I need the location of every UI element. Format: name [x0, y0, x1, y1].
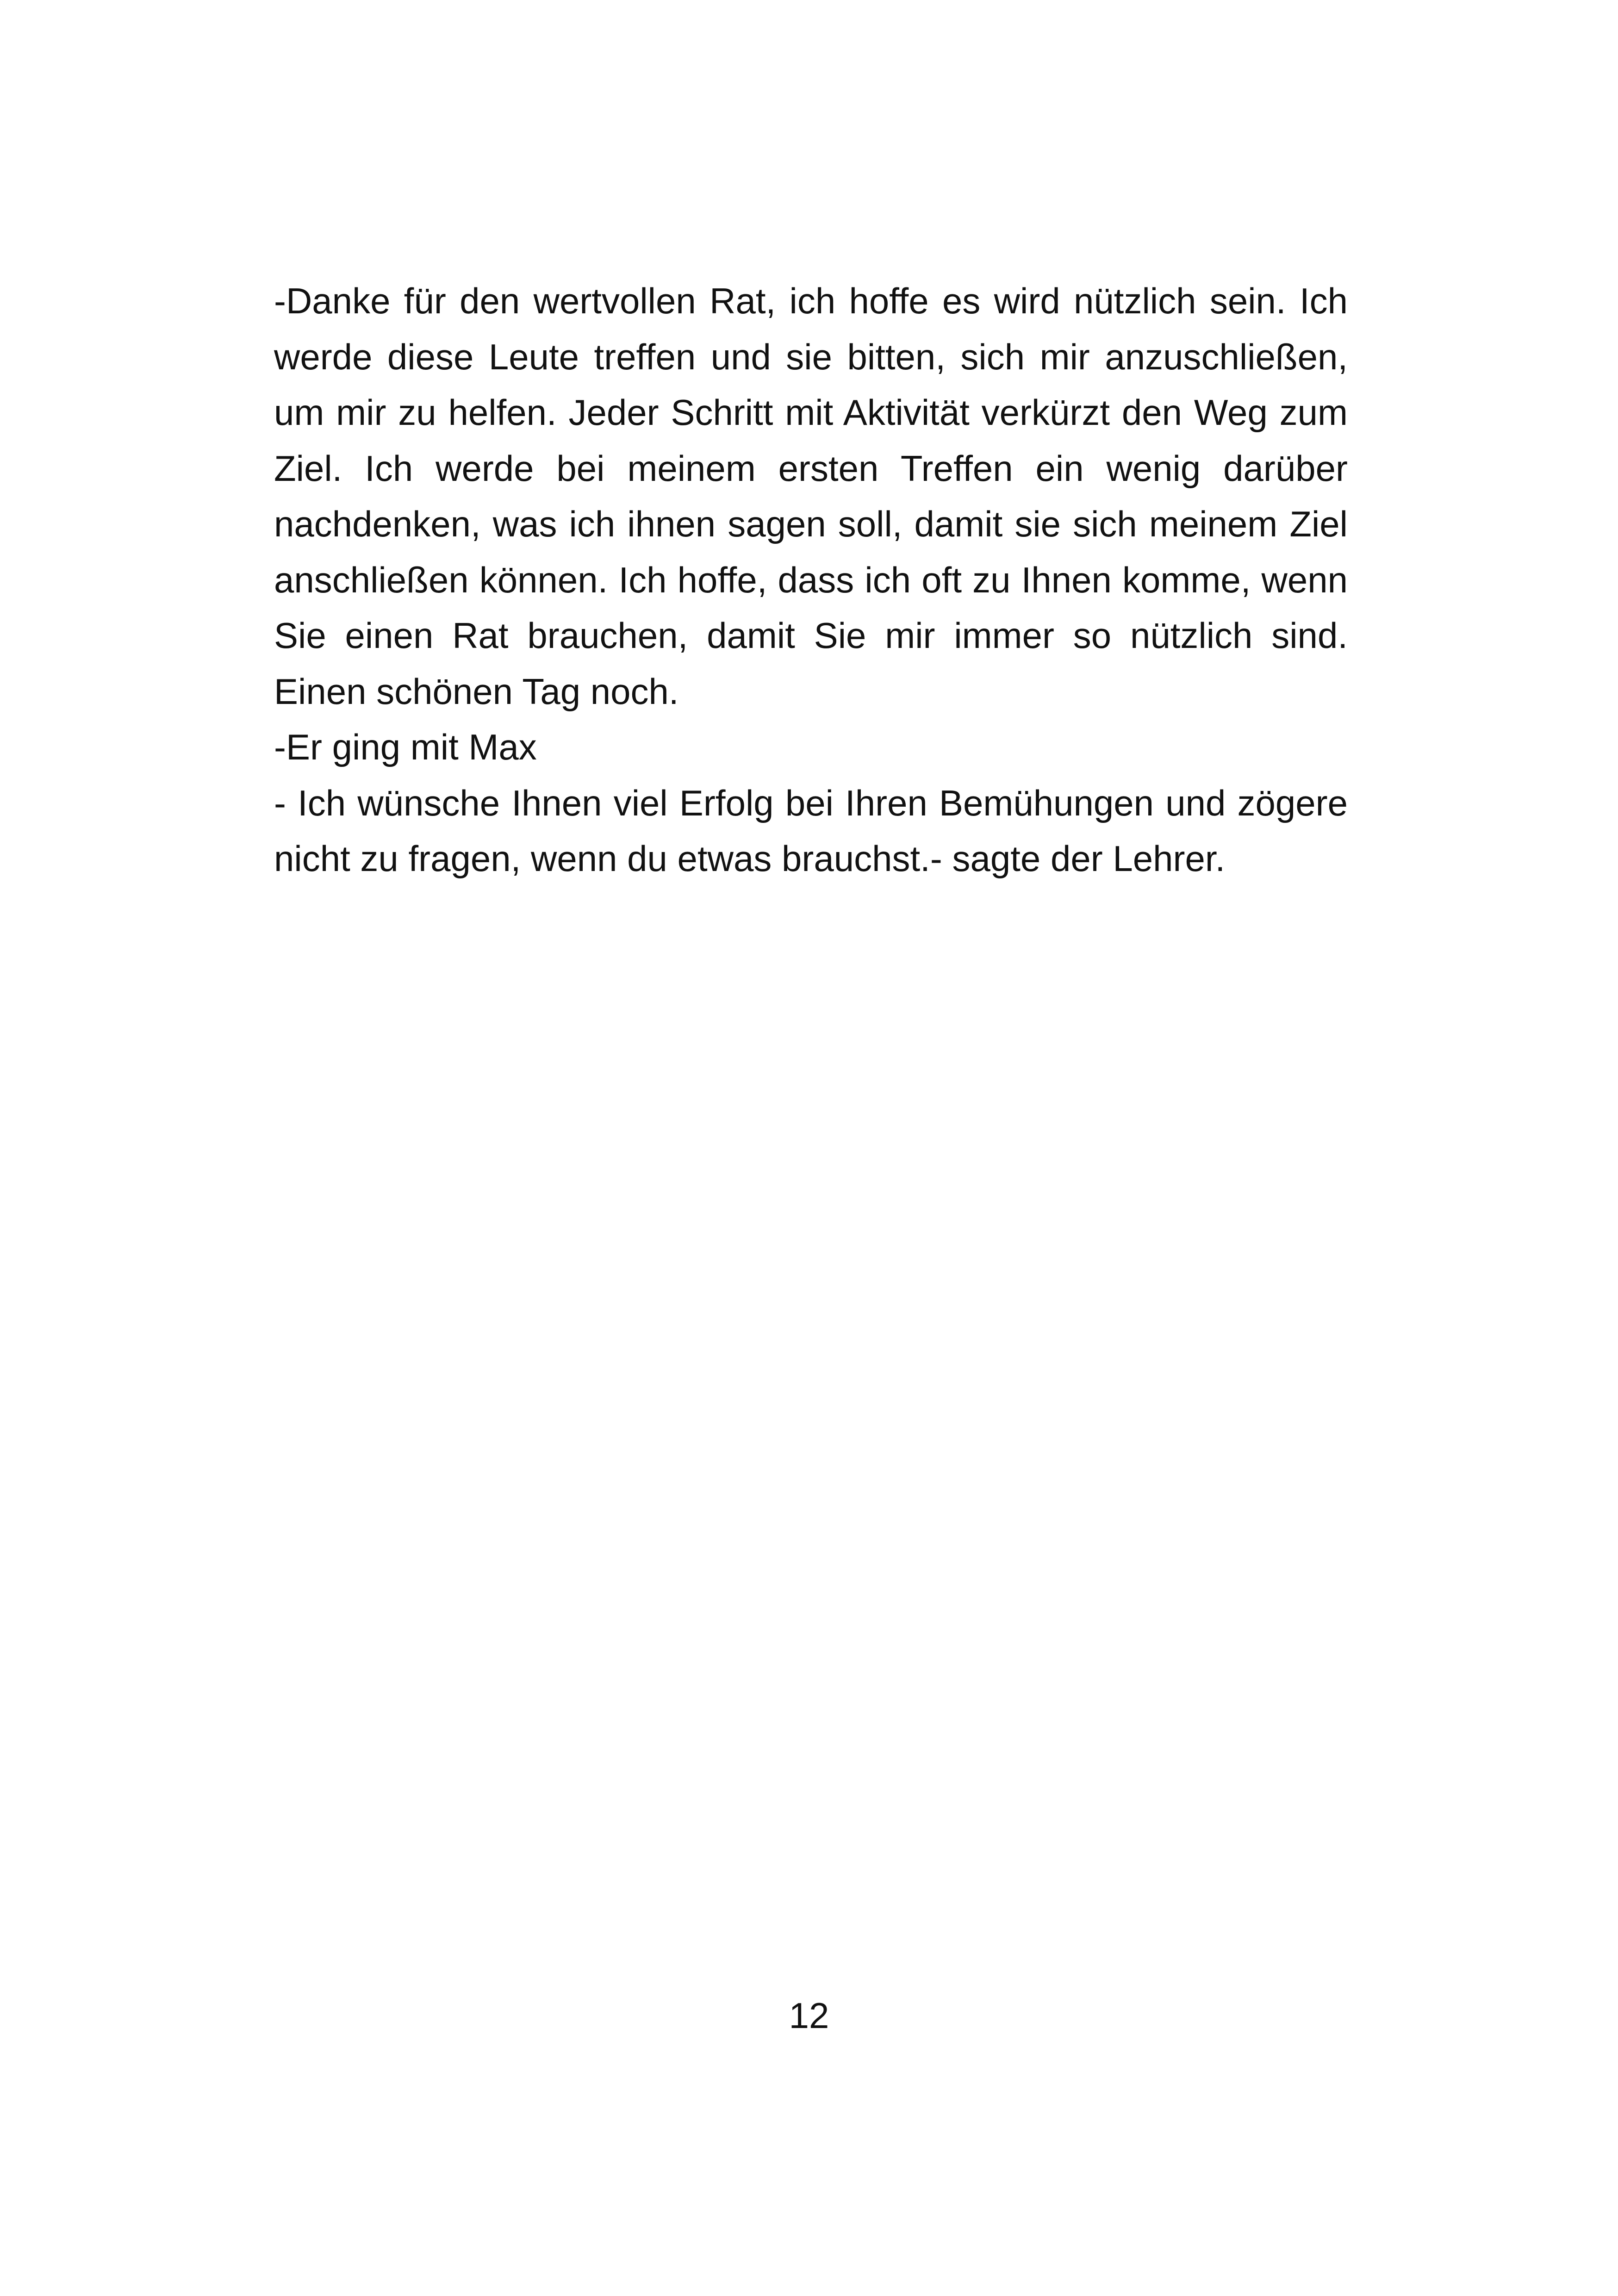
page-number: 12 [789, 1995, 829, 2036]
paragraph-max: -Er ging mit Max [274, 727, 537, 767]
body-text [274, 273, 1348, 887]
paragraph-teacher: - Ich wünsche Ihnen viel Erfolg bei Ihren Bemühungen und zögere nicht zu fragen, wenn du etwas brauchst.- sagte der Lehrer. [274, 782, 1348, 879]
paragraph-thanks: -Danke für den wertvollen Rat, ich hoffe es wird nützlich sein. Ich werde diese Leute treffen und sie bitten, sich mir anzuschließen, um mir zu helfen. Jeder Schritt mit Aktivität verkürzt den Weg zum Ziel. Ich werde bei meinem ersten Treffen ein wenig darüber nachdenken, was ich ihnen sagen soll, damit sie sich meinem Ziel anschließen können. Ich hoffe, dass ich oft zu Ihnen komme, wenn Sie einen Rat brauchen, damit Sie mir immer so nützlich sind. Einen schönen Tag noch. [274, 280, 1348, 712]
